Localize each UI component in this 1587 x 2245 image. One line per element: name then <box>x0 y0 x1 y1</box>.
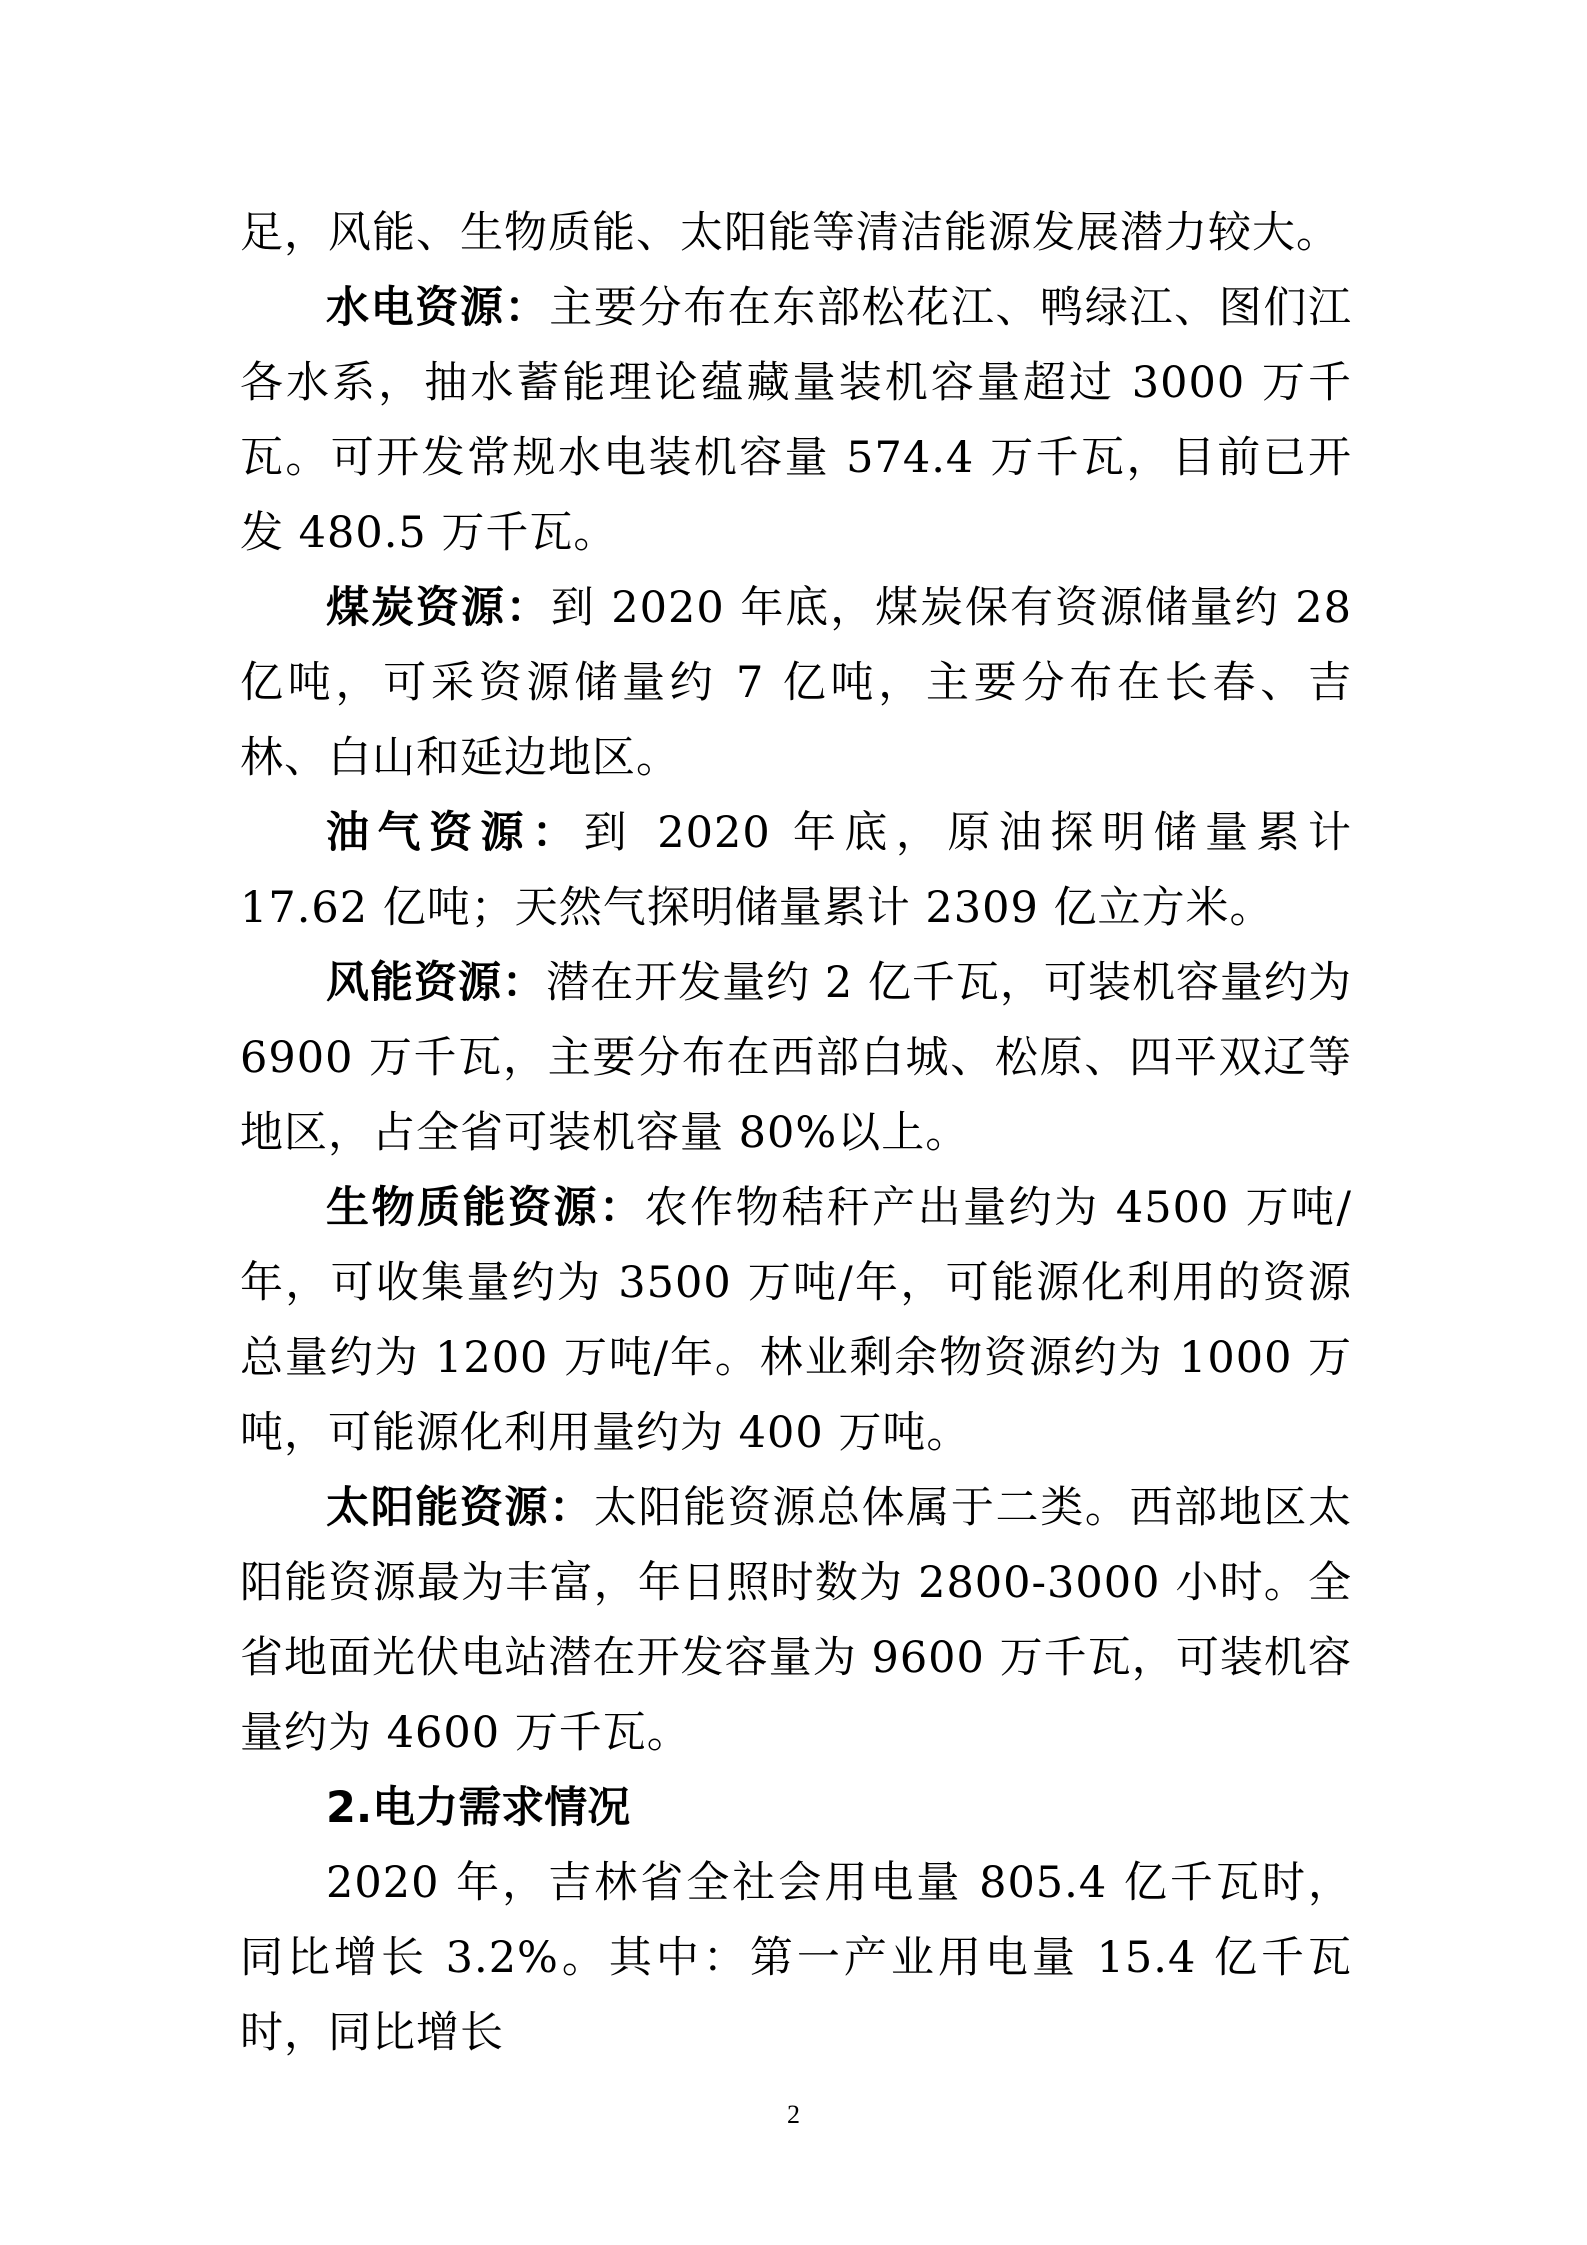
wind-resources-heading: 风能资源： <box>326 958 547 1008</box>
coal-resources-paragraph <box>240 571 1352 796</box>
biomass-resources-text: 农作物秸秆产出量约为 4500 万吨/年，可收集量约为 3500 万吨/年，可能源化利用的资源总量约为 1200 万吨/年。林业剩余物资源约为 1000 万吨，可能源化利用量约为 400 万吨。 <box>240 1183 1352 1458</box>
biomass-resources-paragraph <box>240 1171 1352 1471</box>
wind-resources-text: 潜在开发量约 2 亿千瓦，可装机容量约为 6900 万千瓦，主要分布在西部白城、松原、四平双辽等地区，占全省可装机容量 80%以上。 <box>240 958 1353 1158</box>
solar-resources-text: 太阳能资源总体属于二类。西部地区太阳能资源最为丰富，年日照时数为 2800-3000 小时。全省地面光伏电站潜在开发容量为 9600 万千瓦，可装机容量约为 4600 万千瓦。 <box>240 1483 1353 1758</box>
coal-resources-heading: 煤炭资源： <box>326 583 551 633</box>
wind-resources-paragraph <box>240 946 1352 1171</box>
hydro-resources-heading: 水电资源： <box>326 283 550 333</box>
oil-gas-resources-paragraph <box>240 796 1352 946</box>
body-text <box>240 196 1352 2071</box>
power-demand-text: 2020 年，吉林省全社会用电量 805.4 亿千瓦时，同比增长 3.2%。其中：第一产业用电量 15.4 亿千瓦时，同比增长 <box>240 1858 1352 2058</box>
solar-resources-paragraph <box>240 1471 1352 1771</box>
intro-tail-paragraph <box>240 196 1352 271</box>
hydro-resources-paragraph <box>240 271 1352 571</box>
solar-resources-heading: 太阳能资源： <box>326 1483 594 1533</box>
section-heading: 2.电力需求情况 <box>326 1783 631 1833</box>
hydro-resources-text: 主要分布在东部松花江、鸭绿江、图们江各水系，抽水蓄能理论蕴藏量装机容量超过 3000 万千瓦。可开发常规水电装机容量 574.4 万千瓦，目前已开发 480.5 万千瓦。 <box>240 283 1353 558</box>
page-number: 2 <box>787 2100 800 2129</box>
oil-gas-resources-heading: 油气资源： <box>326 808 584 858</box>
oil-gas-resources-text: 到 2020 年底，原油探明储量累计 17.62 亿吨；天然气探明储量累计 2309 亿立方米。 <box>240 808 1352 933</box>
coal-resources-text: 到 2020 年底，煤炭保有资源储量约 28 亿吨，可采资源储量约 7 亿吨，主要分布在长春、吉林、白山和延边地区。 <box>240 583 1353 783</box>
intro-tail-text: 足，风能、生物质能、太阳能等清洁能源发展潜力较大。 <box>240 208 1340 258</box>
biomass-resources-heading: 生物质能资源： <box>326 1183 645 1233</box>
power-demand-paragraph <box>240 1846 1352 2071</box>
